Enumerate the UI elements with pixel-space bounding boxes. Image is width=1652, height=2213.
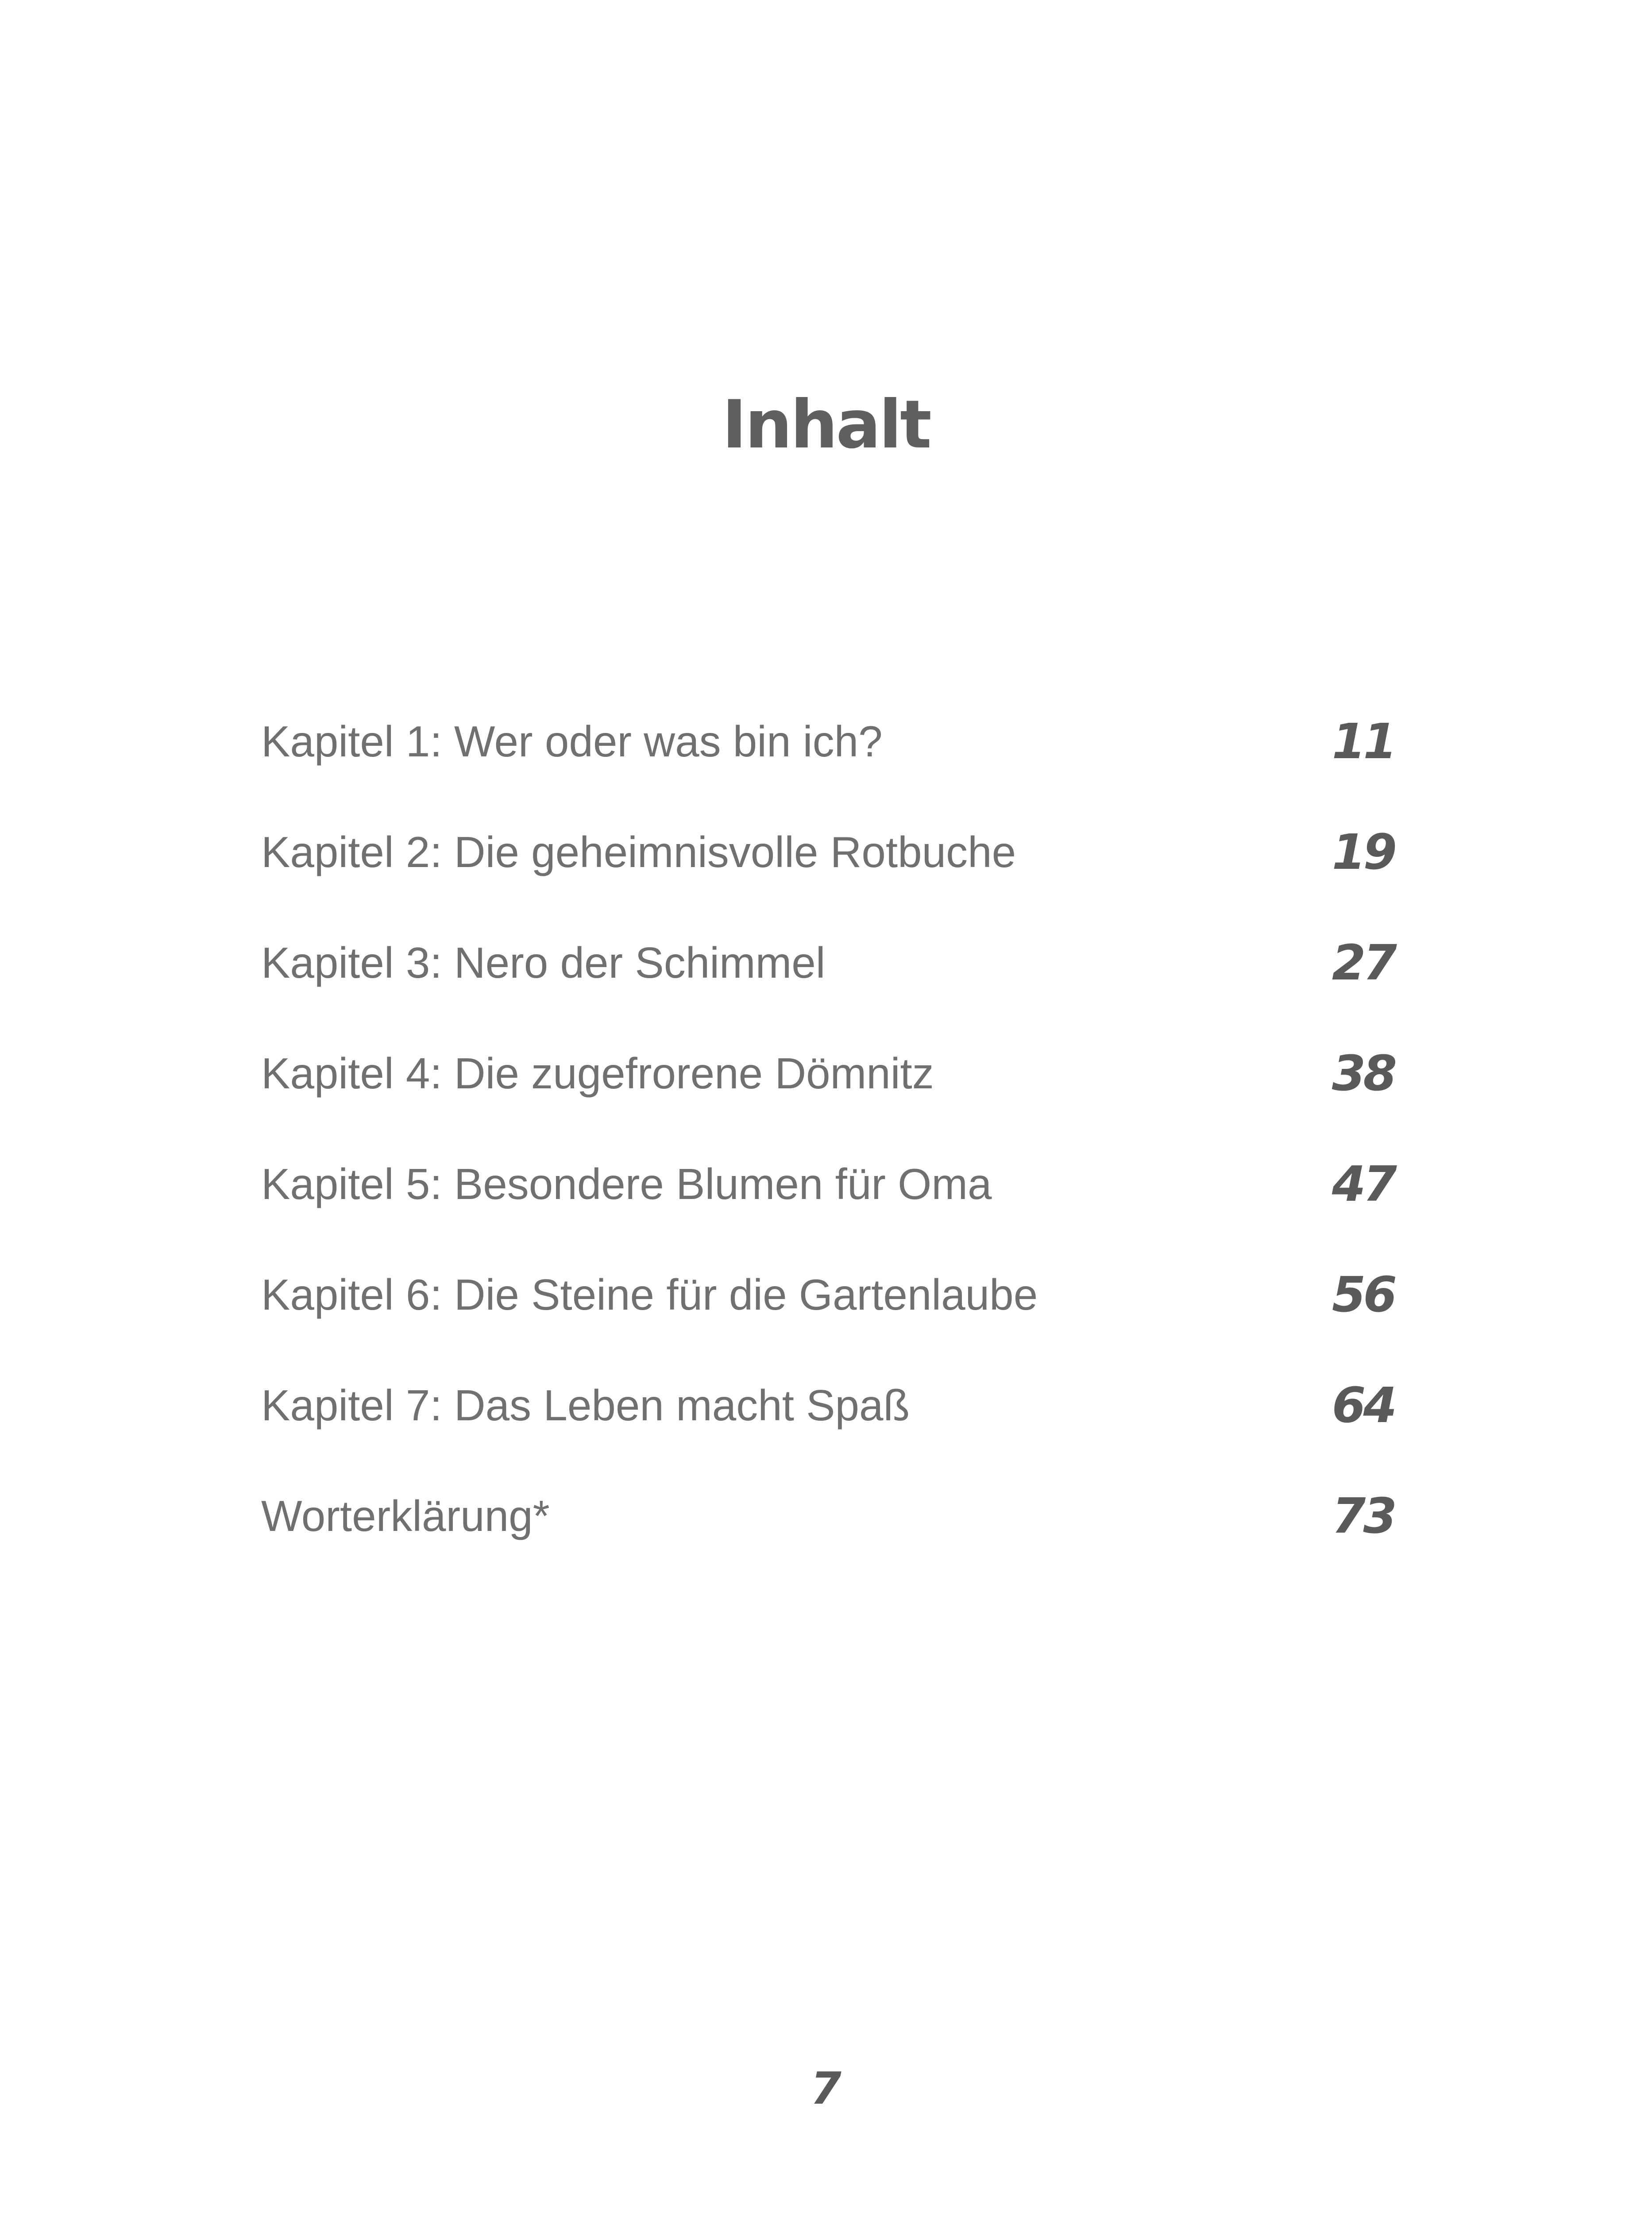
toc-entry-5[interactable] xyxy=(261,1129,1394,1239)
toc-entry-page: 56 xyxy=(1332,1266,1394,1323)
toc-entry-page: 38 xyxy=(1332,1045,1394,1102)
toc-entry-page: 27 xyxy=(1332,934,1394,991)
toc-entry-glossary[interactable] xyxy=(261,1461,1394,1571)
toc-entry-label: Worterklärung* xyxy=(261,1491,550,1540)
toc-entry-label: Kapitel 4: Die zugefrorene Dömnitz xyxy=(261,1049,934,1098)
toc-entry-page: 73 xyxy=(1332,1488,1394,1544)
toc-entry-7[interactable] xyxy=(261,1350,1394,1461)
toc-entry-page: 64 xyxy=(1332,1377,1394,1434)
page-number: 7 xyxy=(811,2063,841,2114)
toc-entry-label: Kapitel 5: Besondere Blumen für Oma xyxy=(261,1159,992,1208)
toc-entry-6[interactable] xyxy=(261,1239,1394,1350)
toc-entry-1[interactable] xyxy=(261,686,1394,797)
toc-entry-label: Kapitel 6: Die Steine für die Gartenlaube xyxy=(261,1270,1038,1319)
toc-entry-3[interactable] xyxy=(261,907,1394,1018)
toc-entry-2[interactable] xyxy=(261,797,1394,907)
toc-entry-4[interactable] xyxy=(261,1018,1394,1129)
toc-entry-label: Kapitel 7: Das Leben macht Spaß xyxy=(261,1380,910,1430)
page-title: Inhalt xyxy=(722,386,930,463)
toc-entry-page: 11 xyxy=(1332,713,1394,770)
toc-entry-label: Kapitel 1: Wer oder was bin ich? xyxy=(261,717,883,766)
toc-entry-label: Kapitel 3: Nero der Schimmel xyxy=(261,938,826,987)
toc-entry-page: 19 xyxy=(1332,824,1394,880)
toc-entry-label: Kapitel 2: Die geheimnisvolle Rotbuche xyxy=(261,827,1016,876)
toc-entry-page: 47 xyxy=(1332,1156,1394,1212)
table-of-contents xyxy=(261,686,1394,1571)
